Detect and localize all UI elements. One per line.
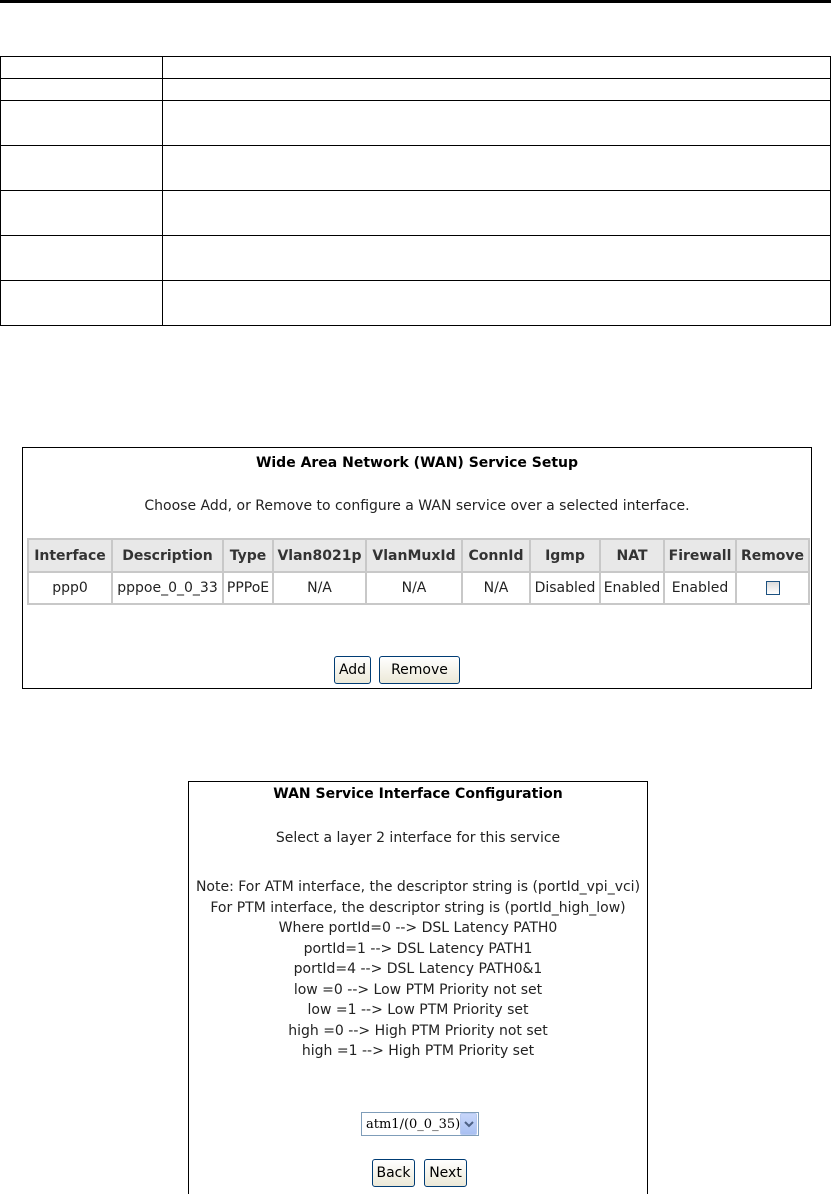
col-header-connid: ConnId [462,539,530,572]
note-line: low =1 --> Low PTM Priority set [307,1002,529,1018]
doc-table-row [1,101,831,146]
wan-interface-instruction: Select a layer 2 interface for this service [275,830,561,846]
cell-nat: Enabled [600,572,664,604]
note-line: high =1 --> High PTM Priority set [301,1043,535,1059]
cell-firewall: Enabled [664,572,736,604]
doc-table-row [1,281,831,326]
page-top-rule [0,0,831,3]
col-header-vlanmuxid: VlanMuxId [366,539,462,572]
note-line: portId=4 --> DSL Latency PATH0&1 [293,961,543,977]
col-header-interface: Interface [28,539,112,572]
note-line: high =0 --> High PTM Priority not set [288,1022,548,1039]
chevron-down-icon[interactable] [460,1113,477,1135]
remove-button[interactable]: Remove [379,656,460,684]
wan-interface-config-panel [188,781,648,1194]
remove-checkbox[interactable] [766,581,780,595]
col-header-igmp: Igmp [530,539,600,572]
cell-vlanmuxid: N/A [366,572,462,604]
cell-connid: N/A [462,572,530,604]
doc-table-row [1,146,831,191]
wan-setup-instruction: Choose Add, or Remove to configure a WAN service over a selected interface. [144,498,690,514]
col-header-remove: Remove [736,539,809,572]
cell-vlan8021p: N/A [273,572,366,604]
note-line: For PTM interface, the descriptor string is (portId_high_low) [210,899,626,916]
col-header-firewall: Firewall [664,539,736,572]
note-line: Note: For ATM interface, the descriptor string is (portId_vpi_vci) [195,879,641,895]
col-header-type: Type [223,539,273,572]
wan-table-header-row [28,539,809,572]
wan-interface-title: WAN Service Interface Configuration [273,786,563,802]
back-button[interactable]: Back [372,1159,415,1187]
col-header-vlan8021p: Vlan8021p [273,539,366,572]
cell-remove [736,572,809,604]
cell-description: pppoe_0_0_33 [112,572,223,604]
layer2-interface-select[interactable] [361,1112,479,1136]
document-table [0,56,831,326]
table-row [28,572,809,604]
wan-service-setup-panel [22,447,812,689]
doc-table-row [1,236,831,281]
cell-type: PPPoE [223,572,273,604]
col-header-nat: NAT [600,539,664,572]
note-line: low =0 --> Low PTM Priority not set [293,981,543,998]
layer2-interface-value: atm1/(0_0_35) [366,1116,461,1132]
col-header-description: Description [112,539,223,572]
wan-service-table [27,538,810,605]
cell-igmp: Disabled [530,572,600,604]
doc-table-row [1,191,831,236]
descriptor-notes [189,877,647,1062]
cell-interface: ppp0 [28,572,112,604]
doc-table-row [1,79,831,101]
wan-setup-title: Wide Area Network (WAN) Service Setup [255,455,579,471]
add-button[interactable]: Add [334,656,371,684]
note-line: Where portId=0 --> DSL Latency PATH0 [278,920,558,936]
note-line: portId=1 --> DSL Latency PATH1 [303,940,533,957]
doc-table-row [1,57,831,79]
next-button[interactable]: Next [424,1159,467,1187]
